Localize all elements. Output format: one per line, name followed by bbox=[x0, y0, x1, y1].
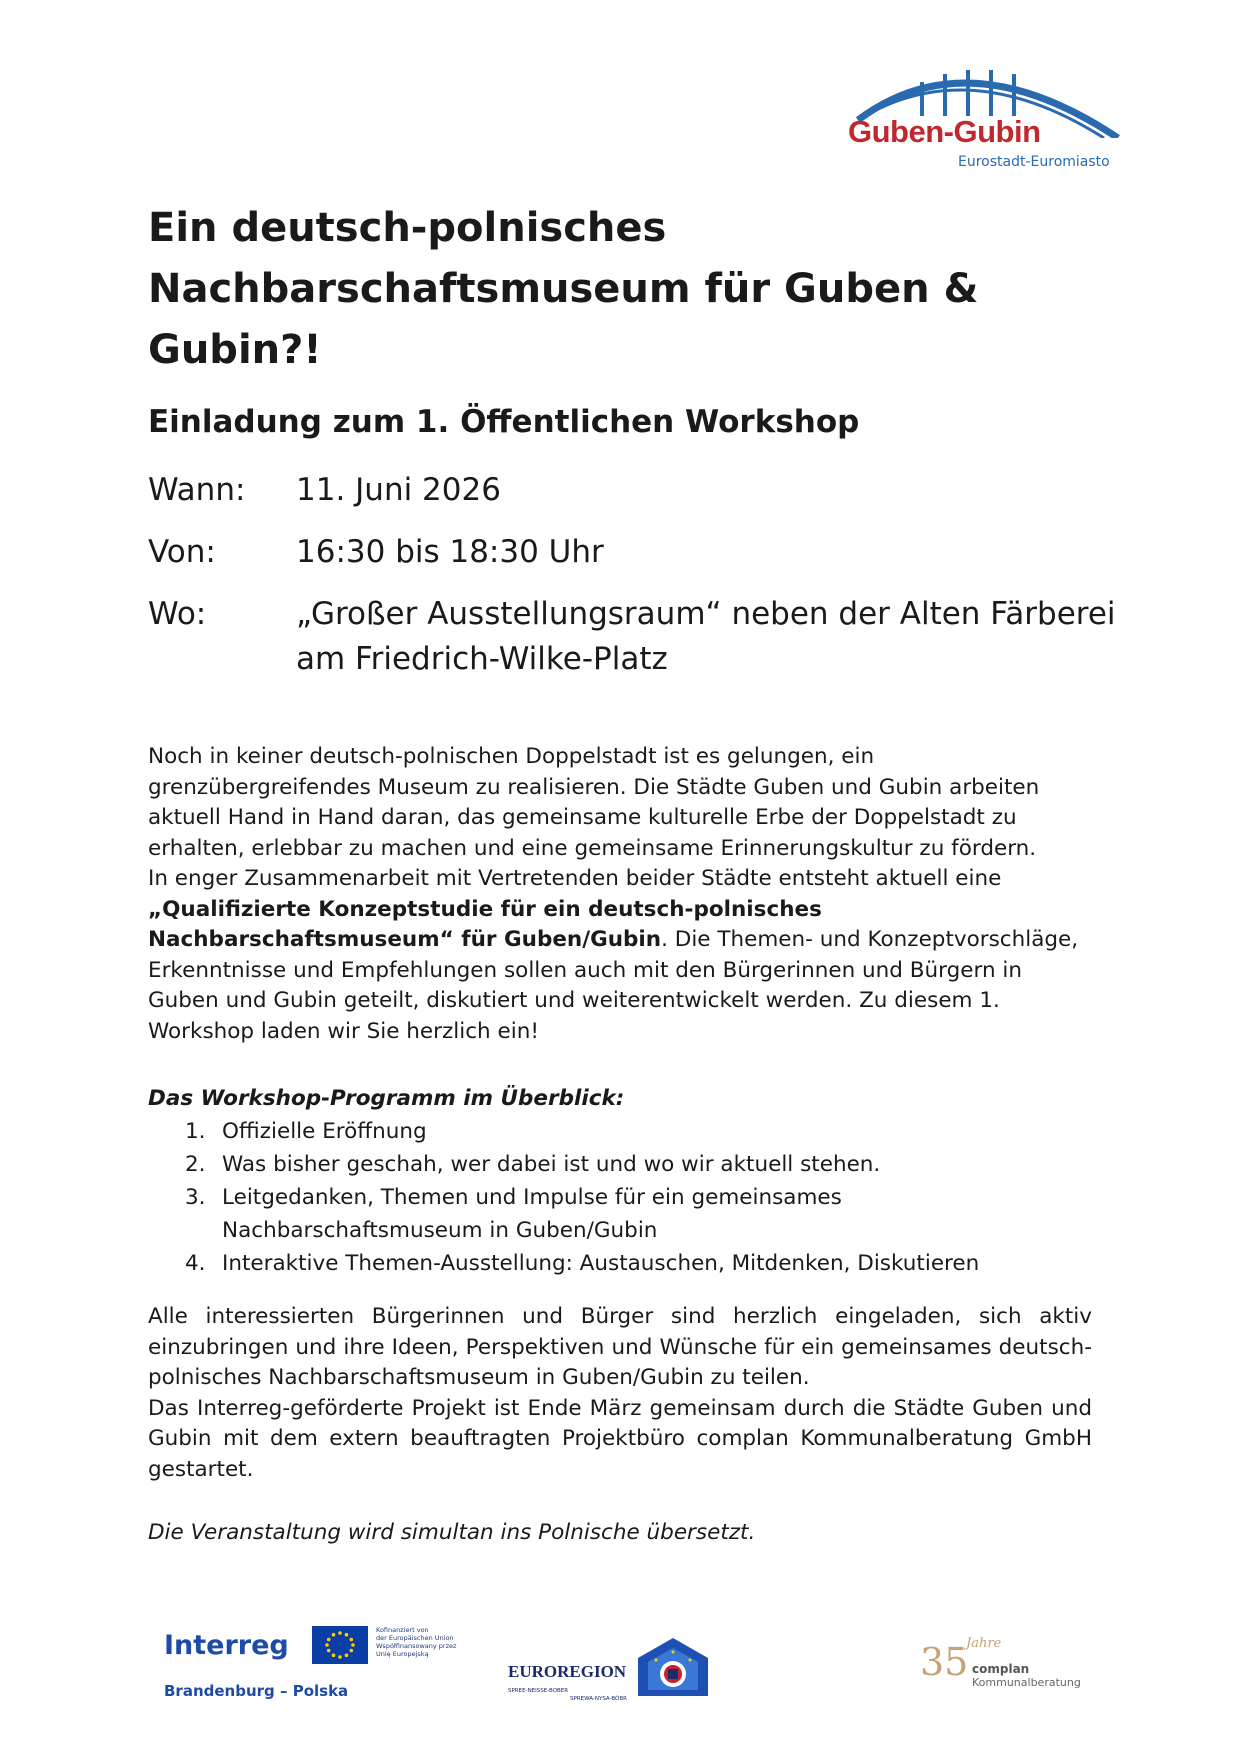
intro-text: In enger Zusammenarbeit mit Vertretenden beider Städte entsteht aktuell eine bbox=[148, 866, 1002, 891]
interreg-wordmark: Interreg bbox=[164, 1630, 289, 1661]
list-text: Interaktive Themen-Ausstellung: Austauschen, Mitdenken, Diskutieren bbox=[222, 1250, 980, 1276]
eu-text-line: der Europäischen Union bbox=[376, 1634, 454, 1642]
closing-text: Das Interreg-geförderte Projekt ist Ende März gemeinsam durch die Städte Guben und Gubin mit dem extern beauftragten Projektbüro complan Kommunalberatung GmbH gestartet. bbox=[148, 1395, 1092, 1482]
program-heading: Das Workshop-Programm im Überblick: bbox=[148, 1086, 625, 1111]
when-value: 11. Juni 2026 bbox=[296, 472, 501, 508]
title-line: Ein deutsch-polnisches bbox=[148, 205, 667, 251]
program-section bbox=[148, 1084, 1092, 1280]
euroregion-logo bbox=[508, 1636, 728, 1716]
complan-logo bbox=[920, 1636, 1100, 1696]
list-number: 3. bbox=[185, 1184, 206, 1210]
list-item bbox=[148, 1181, 1092, 1247]
time-label: Von: bbox=[148, 534, 216, 570]
interreg-region: Brandenburg – Polska bbox=[164, 1682, 349, 1700]
closing-text: Alle interessierten Bürgerinnen und Bürger sind herzlich eingeladen, sich aktiv einzubringen und ihre Ideen, Perspektiven und Wünsche für ein gemeinsames deutsch-polnisches Nachbarschaftsmuseum in Guben/Gubin zu teilen. bbox=[148, 1304, 1092, 1390]
guben-gubin-logo bbox=[838, 58, 1128, 178]
eu-text-line: Unię Europejską bbox=[376, 1650, 429, 1658]
list-number: 1. bbox=[185, 1118, 206, 1144]
euroregion-wordmark: EUROREGION bbox=[508, 1662, 627, 1681]
intro-text: Noch in keiner deutsch-polnischen Doppelstadt ist es gelungen, ein grenzübergreifendes Museum zu realisieren. Die Städte Guben und Gubin arbeiten aktuell Hand in Hand daran, das gemeinsame kulturelle Erbe der Doppelstadt zu erhalten, erlebbar zu machen und eine gemeinsame Erinnerungskultur zu fördern. bbox=[148, 744, 1040, 861]
list-number: 2. bbox=[185, 1151, 206, 1177]
interreg-logo bbox=[164, 1622, 474, 1702]
logo-subline: Eurostadt-Euromiasto bbox=[958, 154, 1110, 170]
list-text: Was bisher geschah, wer dabei ist und wo wir aktuell stehen. bbox=[222, 1151, 881, 1177]
logo-wordmark: Guben-Gubin bbox=[848, 114, 1041, 149]
intro-text: . Die Themen- und Konzeptvorschläge, Erkenntnisse und Empfehlungen sollen auch mit den Bürgerinnen und Bürgern in Guben und Gubin geteilt, diskutiert und weiterentwickelt werden. Zu diesem 1. Workshop laden wir Sie herzlich ein! bbox=[148, 927, 1079, 1044]
intro-bold-text: „Qualifizierte Konzeptstudie für ein deutsch-polnisches Nachbarschaftsmuseum“ für Guben/Gubin bbox=[148, 896, 822, 952]
time-value: 16:30 bis 18:30 Uhr bbox=[296, 534, 604, 570]
complan-name: complan bbox=[972, 1662, 1030, 1676]
list-item bbox=[148, 1247, 1092, 1280]
eu-funding-text bbox=[376, 1626, 476, 1658]
eu-text-line: Współfinansowany przez bbox=[376, 1642, 457, 1650]
eu-flag-icon bbox=[312, 1626, 368, 1664]
list-number: 4. bbox=[185, 1250, 206, 1276]
where-value: „Großer Ausstellungsraum“ neben der Alten Färberei am Friedrich-Wilke-Platz bbox=[296, 596, 1116, 677]
page-title bbox=[148, 198, 1048, 381]
title-line: Gubin?! bbox=[148, 327, 322, 373]
eu-text-line: Kofinanziert von bbox=[376, 1626, 429, 1634]
where-label: Wo: bbox=[148, 596, 207, 632]
when-label: Wann: bbox=[148, 472, 246, 508]
program-list bbox=[148, 1115, 1092, 1280]
complan-anniversary-number: 35 bbox=[920, 1640, 969, 1684]
title-line: Nachbarschaftsmuseum für Guben & bbox=[148, 266, 979, 312]
intro-paragraph bbox=[148, 742, 1092, 1047]
list-item bbox=[148, 1148, 1092, 1181]
page-subtitle: Einladung zum 1. Öffentlichen Workshop bbox=[148, 404, 860, 440]
list-text: Leitgedanken, Themen und Impulse für ein gemeinsames Nachbarschaftsmuseum in Guben/Gubin bbox=[222, 1184, 842, 1243]
list-text: Offizielle Eröffnung bbox=[222, 1118, 427, 1144]
euroregion-subline: SPREE-NEISSE-BOBER bbox=[508, 1688, 569, 1694]
closing-paragraph bbox=[148, 1302, 1092, 1485]
translation-note: Die Veranstaltung wird simultan ins Polnische übersetzt. bbox=[148, 1520, 756, 1545]
list-item bbox=[148, 1115, 1092, 1148]
euroregion-emblem-icon bbox=[628, 1636, 718, 1698]
complan-subline: Kommunalberatung bbox=[972, 1676, 1081, 1689]
complan-jahre-text: Jahre bbox=[966, 1636, 1002, 1651]
euroregion-subline: SPREWA-NYSA-BÓBR bbox=[570, 1696, 627, 1702]
